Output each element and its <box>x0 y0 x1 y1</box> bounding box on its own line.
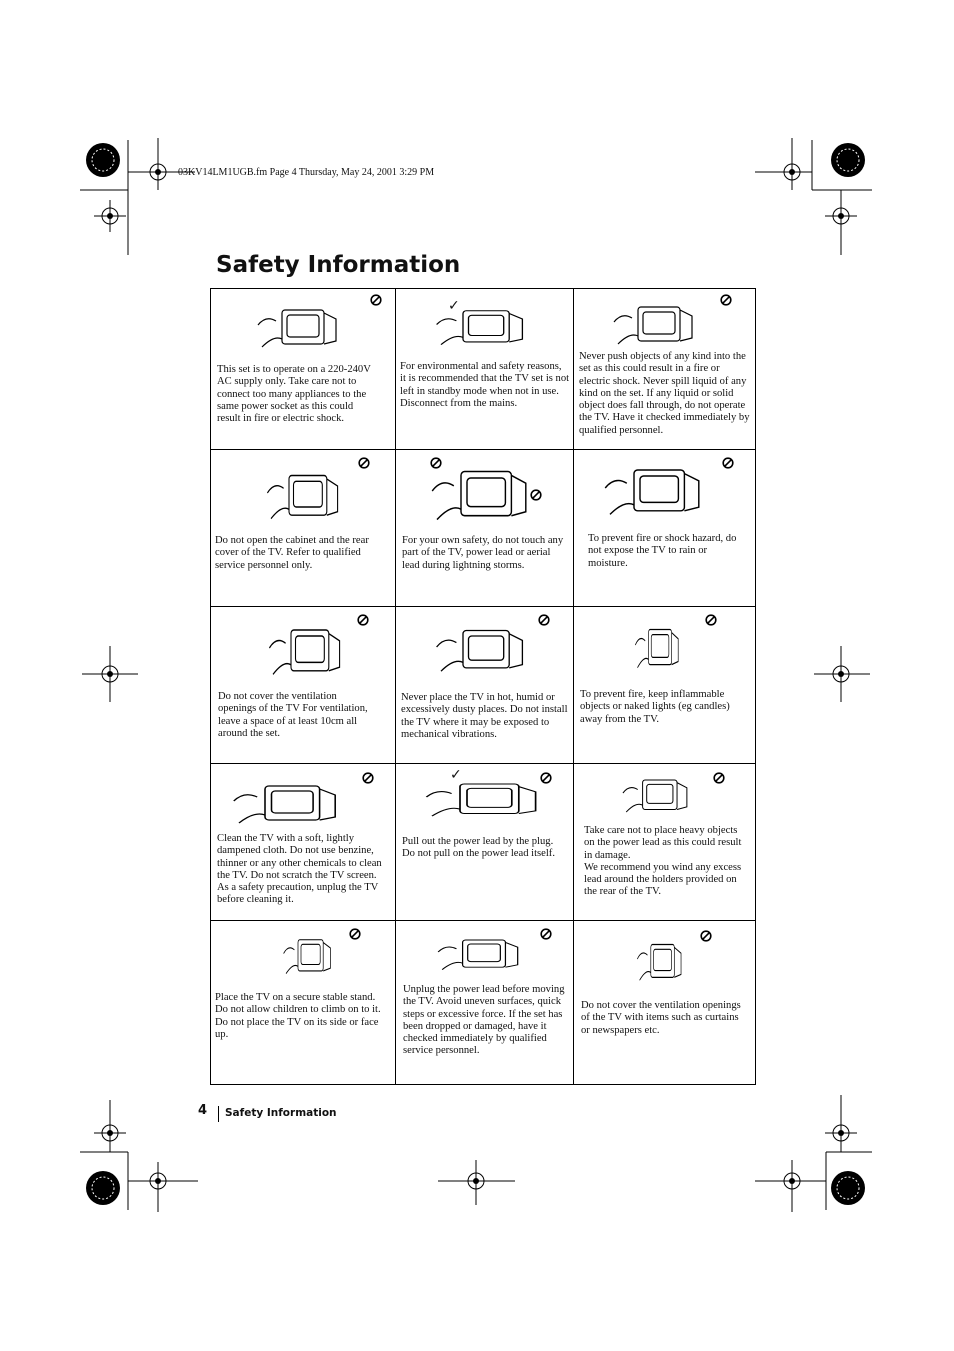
safety-instruction-text: Take care not to place heavy objects on the power lead as this could result in damage. We recommend you wind any excess lead around the holders provided on the rear of the TV. <box>584 825 742 898</box>
file-info-header: 03KV14LM1UGB.fm Page 4 Thursday, May 24, 2001 3:29 PM <box>178 167 435 178</box>
safety-instruction-text: Do not cover the ventilation openings of the TV with items such as curtains or newspapers etc. <box>581 1000 741 1036</box>
page-title: Safety Information <box>216 252 461 278</box>
safety-instruction-text: This set is to operate on a 220-240V AC supply only. Take care not to connect too many appliances to the same power socket as this could result in fire or electric shock. <box>217 364 371 425</box>
prohibited-icon <box>722 456 734 474</box>
tv-illustration <box>418 771 558 828</box>
tv-illustration <box>632 614 687 681</box>
page-number: 4 <box>198 1103 208 1118</box>
prohibited-icon <box>362 771 374 789</box>
safety-instruction-text: Never push objects of any kind into the set as this could result in a fire or electric shock. Never spill liquid of any kind on the set. If any liquid or solid object does fall through, do not operate the TV. Have it checked immediately by qualified personnel. <box>579 351 750 436</box>
prohibited-icon <box>349 927 361 945</box>
safety-instruction-text: To prevent fire or shock hazard, do not expose the TV to rain or moisture. <box>588 533 737 569</box>
tv-illustration <box>226 771 356 836</box>
tv-illustration <box>264 612 354 689</box>
safety-instruction-text: For your own safety, do not touch any part of the TV, power lead or aerial lead during lightning storms. <box>402 535 564 571</box>
prohibited-icon <box>358 456 370 474</box>
safety-instruction-text: For environmental and safety reasons, it is recommended that the TV set is not left in standby mode when not in use. Disconnect from the mains. <box>400 361 570 409</box>
tv-illustration <box>634 930 690 993</box>
safety-instruction-text: Place the TV on a secure stable stand. Do not allow children to climb on to it. Do not place the TV on its side or face up. <box>215 992 381 1040</box>
safety-instruction-text: Do not open the cabinet and the rear cover of the TV. Refer to qualified service personnel only. <box>215 535 369 571</box>
prohibited-icon <box>720 293 732 311</box>
prohibited-icon <box>705 613 717 631</box>
safety-instruction-text: Unplug the power lead before moving the TV. Avoid uneven surfaces, quick steps or excessive force. If the set has been dropped or damaged, have it checked immediately by qualified service personnel. <box>403 984 565 1057</box>
tv-illustration <box>280 926 340 986</box>
tv-illustration <box>425 452 545 535</box>
tv-illustration <box>618 767 700 824</box>
prohibited-icon <box>357 613 369 631</box>
prohibited-icon <box>540 927 552 945</box>
tv-illustration <box>430 297 540 357</box>
tv-illustration <box>432 928 534 981</box>
prohibited-icon <box>700 929 712 947</box>
prohibited-icon <box>370 293 382 311</box>
checkmark-icon: ✓ <box>448 298 460 314</box>
safety-instruction-text: Clean the TV with a soft, lightly dampened cloth. Do not use benzine, thinner or any other chemicals to clean the TV. Do not scratch the TV screen. As a safety precaution, unplug the TV before cleaning it. <box>217 833 382 906</box>
tv-illustration <box>598 452 718 529</box>
tv-illustration <box>262 458 352 533</box>
footer-section-label: Safety Information <box>225 1107 337 1119</box>
tv-illustration <box>430 614 540 685</box>
safety-instruction-text: To prevent fire, keep inflammable objects or naked lights (eg candles) away from the TV. <box>580 689 730 725</box>
tv-illustration <box>608 292 708 357</box>
safety-instruction-text: Do not cover the ventilation openings of the TV For ventilation, leave a space of at least 10cm all around the set. <box>218 691 368 739</box>
prohibited-icon <box>530 488 542 506</box>
checkmark-icon: ✓ <box>450 767 462 783</box>
tv-illustration <box>252 295 352 360</box>
prohibited-icon <box>713 771 725 789</box>
safety-instruction-text: Pull out the power lead by the plug. Do not pull on the power lead itself. <box>402 836 555 860</box>
footer-divider <box>218 1106 219 1122</box>
prohibited-icon <box>430 456 442 474</box>
safety-instruction-text: Never place the TV in hot, humid or excessively dusty places. Do not install the TV where it may be exposed to mechanical vibrations. <box>401 692 568 740</box>
prohibited-icon <box>540 771 552 789</box>
prohibited-icon <box>538 613 550 631</box>
